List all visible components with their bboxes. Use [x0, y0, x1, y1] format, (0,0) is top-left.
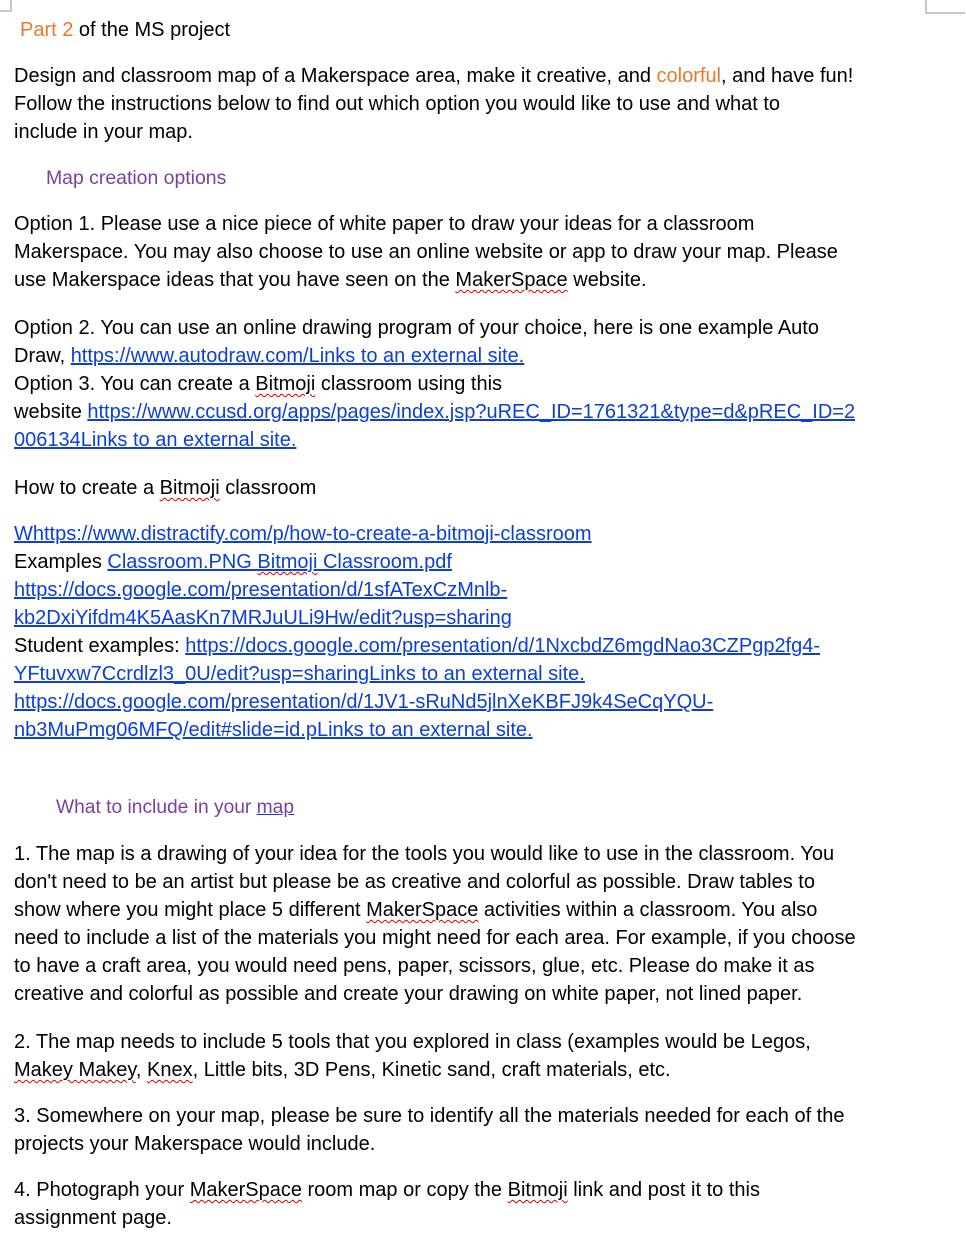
item-2-text: , Little bits, 3D Pens, Kinetic sand, craft materials, etc.: [192, 1059, 671, 1081]
option-1-paragraph: [14, 210, 934, 294]
item-1-text: show where you might place 5 different: [14, 899, 367, 921]
colorful-word: colorful: [656, 65, 722, 87]
autodraw-link[interactable]: https://www.autodraw.com/Links to an external site.: [70, 345, 525, 367]
map-options-heading: Map creation options: [46, 167, 227, 189]
item-1-text: to have a craft area, you would need pens, paper, scissors, glue, etc. Please do make it as: [14, 955, 815, 977]
how-to-text: How to create a: [14, 477, 160, 499]
option-2-3-paragraph: [14, 314, 934, 454]
option-2-text: Option 2. You can use an online drawing program of your choice, here is one example Auto: [14, 317, 819, 339]
option-3-text: classroom using this: [315, 373, 503, 395]
item-2-paragraph: [14, 1028, 934, 1084]
item-3-text: 3. Somewhere on your map, please be sure to identify all the materials needed for each of the: [14, 1105, 845, 1127]
bitmoji-word: Bitmoji: [159, 477, 220, 499]
option-3-text: website: [14, 401, 88, 423]
google-docs-link-2-continued[interactable]: YFtuvxw7Ccrdlzl3_0U/edit?usp=sharingLinks to an external site.: [14, 663, 585, 685]
page-title: [20, 16, 940, 44]
item-1-text: creative and colorful as possible and create your drawing on white paper, not lined paper.: [14, 983, 803, 1005]
title-rest: of the MS project: [73, 19, 231, 41]
page-corner-mark-right: [925, 0, 965, 14]
item-3-text: projects your Makerspace would include.: [14, 1133, 376, 1155]
google-docs-link-1[interactable]: https://docs.google.com/presentation/d/1sfATexCzMnlb-: [14, 579, 508, 601]
google-docs-link-3-continued[interactable]: nb3MuPmg06MFQ/edit#slide=id.pLinks to an external site.: [14, 719, 533, 741]
knex-word: Knex: [147, 1059, 193, 1081]
include-heading-text: What to include in your: [56, 797, 257, 818]
map-word: map: [256, 797, 295, 818]
item-1-text: activities within a classroom. You also: [478, 899, 818, 921]
ccusd-link-continued[interactable]: 006134Links to an external site.: [14, 429, 297, 451]
item-1-text: 1. The map is a drawing of your idea for the tools you would like to use in the classroom. You: [14, 843, 835, 865]
intro-text: , and have fun!: [721, 65, 854, 87]
item-2-text: 2. The map needs to include 5 tools that you explored in class (examples would be Legos,: [14, 1031, 811, 1053]
google-docs-link-2[interactable]: https://docs.google.com/presentation/d/1NxcbdZ6mgdNao3CZPgp2fg4-: [185, 635, 821, 657]
makerspace-word: MakerSpace: [455, 269, 568, 291]
resources-block: [14, 520, 934, 744]
distractify-link[interactable]: Whttps://www.distractify.com/p/how-to-create-a-bitmoji-classroom: [14, 523, 592, 545]
title-part: Part 2: [20, 19, 74, 41]
intro-text: Follow the instructions below to find out which option you would like to use and what to: [14, 93, 780, 115]
option-2-text: Draw,: [14, 345, 71, 367]
bitmoji-word: Bitmoji: [507, 1179, 568, 1201]
option-1-text: website.: [567, 269, 647, 291]
how-to-line: [14, 474, 934, 502]
item-2-text: ,: [135, 1059, 148, 1081]
item-1-text: don't need to be an artist but please be as creative and colorful as possible. Draw tables to: [14, 871, 815, 893]
how-to-text: classroom: [219, 477, 317, 499]
examples-link-bitmoji: Bitmoji: [257, 551, 318, 573]
makerspace-word: MakerSpace: [189, 1179, 302, 1201]
include-heading: [56, 794, 966, 822]
item-4-paragraph: [14, 1176, 934, 1232]
option-1-text: Makerspace. You may also choose to use an online website or app to draw your map. Please: [14, 241, 838, 263]
makey-makey-word: Makey Makey: [14, 1059, 136, 1081]
item-4-text: room map or copy the: [301, 1179, 508, 1201]
item-4-text: assignment page.: [14, 1207, 172, 1229]
makerspace-word: MakerSpace: [366, 899, 479, 921]
option-1-text: Option 1. Please use a nice piece of white paper to draw your ideas for a classroom: [14, 213, 755, 235]
intro-paragraph: [14, 62, 934, 146]
examples-link[interactable]: [107, 551, 452, 573]
option-1-text: use Makerspace ideas that you have seen on the: [14, 269, 456, 291]
option-3-text: Option 3. You can create a: [14, 373, 256, 395]
item-4-text: link and post it to this: [567, 1179, 760, 1201]
item-4-text: 4. Photograph your: [14, 1179, 190, 1201]
google-docs-link-1-continued[interactable]: kb2DxiYifdm4K5AasKn7MRJuULi9Hw/edit?usp=sharing: [14, 607, 512, 629]
bitmoji-word: Bitmoji: [255, 373, 316, 395]
item-3-paragraph: [14, 1102, 934, 1158]
item-1-paragraph: [14, 840, 934, 1008]
page-corner-mark-left: [0, 0, 12, 12]
google-docs-link-3[interactable]: https://docs.google.com/presentation/d/1JV1-sRuNd5jlnXeKBFJ9k4SeCqYQU-: [14, 691, 714, 713]
ccusd-link[interactable]: https://www.ccusd.org/apps/pages/index.jsp?uREC_ID=1761321&type=d&pREC_ID=2: [87, 401, 856, 423]
intro-text: include in your map.: [14, 121, 193, 143]
examples-label: Examples: [14, 551, 108, 573]
examples-link-text: Classroom.PNG: [107, 551, 258, 573]
item-1-text: need to include a list of the materials you might need for each area. For example, if you choose: [14, 927, 856, 949]
intro-text: Design and classroom map of a Makerspace area, make it creative, and: [14, 65, 657, 87]
examples-link-text: Classroom.pdf: [317, 551, 452, 573]
student-examples-label: Student examples:: [14, 635, 186, 657]
